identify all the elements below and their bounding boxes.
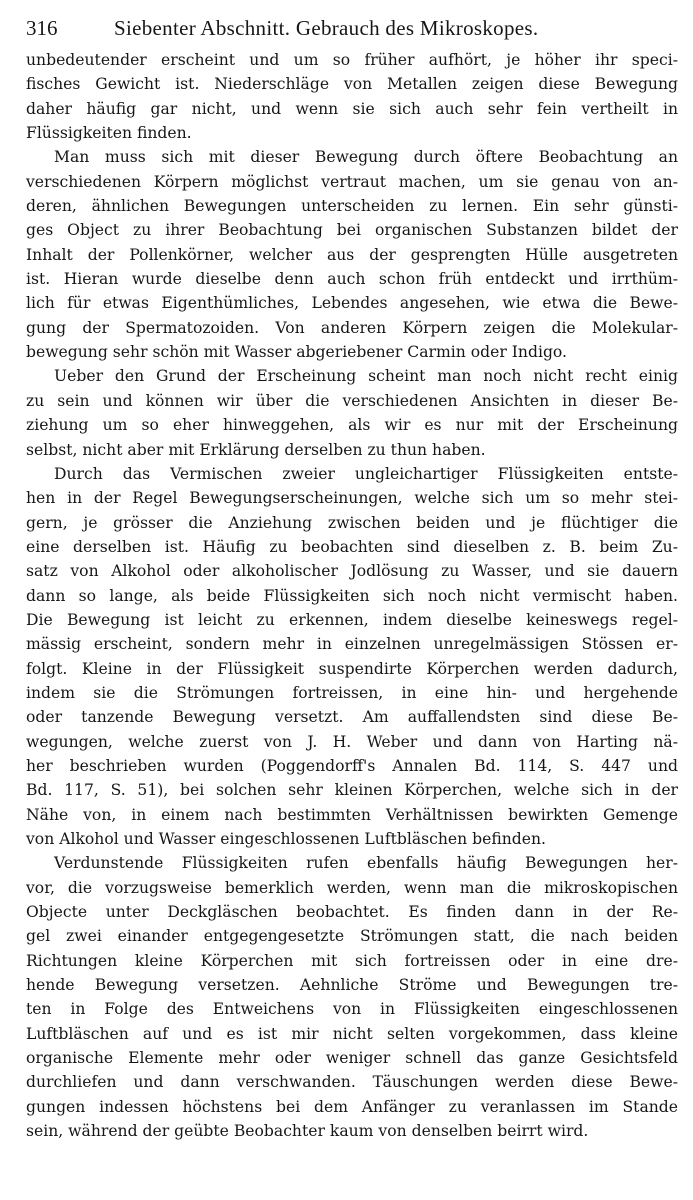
- text-line: hen in der Regel Bewegungserscheinungen, welche sich um so mehr stei-: [26, 489, 678, 508]
- text-line: Richtungen kleine Körperchen mit sich fortreissen oder in eine dre-: [26, 951, 678, 970]
- paragraph-2: [26, 145, 678, 364]
- page-header: [26, 8, 678, 48]
- running-title: Siebenter Abschnitt. Gebrauch des Mikroskopes.: [114, 16, 539, 40]
- text-line: wegungen, welche zuerst von J. H. Weber und dann von Harting nä-: [26, 732, 678, 751]
- text-line: deren, ähnlichen Bewegungen unterscheiden zu lernen. Ein sehr günsti-: [26, 197, 678, 216]
- text-line: bewegung sehr schön mit Wasser abgeriebener Carmin oder Indigo.: [26, 343, 567, 362]
- text-line: Inhalt der Pollenkörner, welcher aus der gesprengten Hülle ausgetreten: [26, 245, 678, 264]
- text-line: Flüssigkeiten finden.: [26, 124, 192, 143]
- paragraph-5: [26, 851, 678, 1143]
- text-line: unbedeutender erscheint und um so früher aufhört, je höher ihr speci-: [26, 51, 678, 69]
- text-line: gung der Spermatozoiden. Von anderen Körpern zeigen die Molekular-: [26, 318, 678, 337]
- text-line: fisches Gewicht ist. Niederschläge von Metallen zeigen diese Bewegung: [26, 75, 678, 94]
- text-line: gel zwei einander entgegengesetzte Strömungen statt, die nach beiden: [26, 927, 678, 946]
- text-line: indem sie die Strömungen fortreissen, in eine hin- und hergehende: [26, 683, 678, 702]
- text-line: von Alkohol und Wasser eingeschlossenen Luftbläschen befinden.: [26, 830, 546, 848]
- text-line: hende Bewegung versetzen. Aehnliche Ströme und Bewegungen tre-: [26, 976, 678, 995]
- page-number: 316: [26, 16, 58, 40]
- text-line: selbst, nicht aber mit Erklärung derselben zu thun haben.: [26, 440, 486, 459]
- text-line: Bd. 117, S. 51), bei solchen sehr kleinen Körperchen, welche sich in der: [26, 781, 678, 800]
- text-line: Nähe von, in einem nach bestimmten Verhältnissen bewirkten Gemenge: [26, 805, 678, 824]
- book-page: [26, 8, 678, 1143]
- text-line: Durch das Vermischen zweier ungleichartiger Flüssigkeiten entste-: [54, 464, 678, 483]
- text-line: Die Bewegung ist leicht zu erkennen, indem dieselbe keineswegs regel-: [26, 610, 678, 629]
- text-line: gungen indessen höchstens bei dem Anfänger zu veranlassen im Stande: [26, 1097, 678, 1116]
- text-line: Verdunstende Flüssigkeiten rufen ebenfalls häufig Bewegungen her-: [54, 854, 678, 873]
- text-line: Man muss sich mit dieser Bewegung durch öftere Beobachtung an: [54, 148, 678, 167]
- text-line: ges Object zu ihrer Beobachtung bei organischen Substanzen bildet der: [26, 221, 678, 240]
- text-line: Luftbläschen auf und es ist mir nicht selten vorgekommen, dass kleine: [26, 1024, 678, 1043]
- text-line: durchliefen und dann verschwanden. Täuschungen werden diese Bewe-: [26, 1073, 678, 1092]
- text-line: zu sein und können wir über die verschiedenen Ansichten in dieser Be-: [26, 391, 678, 410]
- text-line: oder tanzende Bewegung versetzt. Am auffallendsten sind diese Be-: [26, 708, 678, 727]
- text-line: Objecte unter Deckgläschen beobachtet. Es finden dann in der Re-: [26, 903, 678, 922]
- text-line: lich für etwas Eigenthümliches, Lebendes angesehen, wie etwa die Bewe-: [26, 294, 678, 313]
- text-line: her beschrieben wurden (Poggendorff's Annalen Bd. 114, S. 447 und: [26, 756, 678, 775]
- paragraph-1: [26, 48, 678, 145]
- text-line: satz von Alkohol oder alkoholischer Jodlösung zu Wasser, und sie dauern: [26, 562, 678, 581]
- text-line: verschiedenen Körpern möglichst vertraut machen, um sie genau von an-: [26, 172, 678, 191]
- text-line: ist. Hieran wurde dieselbe denn auch schon früh entdeckt und irrthüm-: [26, 270, 678, 289]
- text-line: gern, je grösser die Anziehung zwischen beiden und je flüchtiger die: [26, 513, 678, 532]
- body-text: [26, 48, 678, 1143]
- text-line: dann so lange, als beide Flüssigkeiten sich noch nicht vermischt haben.: [26, 586, 678, 605]
- text-line: mässig erscheint, sondern mehr in einzelnen unregelmässigen Stössen er-: [26, 635, 678, 654]
- text-line: Ueber den Grund der Erscheinung scheint man noch nicht recht einig: [54, 367, 678, 386]
- text-line: daher häufig gar nicht, und wenn sie sich auch sehr fein vertheilt in: [26, 99, 678, 118]
- text-line: organische Elemente mehr oder weniger schnell das ganze Gesichtsfeld: [26, 1049, 678, 1068]
- text-line: ten in Folge des Entweichens von in Flüssigkeiten eingeschlossenen: [26, 1000, 678, 1019]
- text-line: sein, während der geübte Beobachter kaum von denselben beirrt wird.: [26, 1122, 589, 1141]
- text-line: folgt. Kleine in der Flüssigkeit suspendirte Körperchen werden dadurch,: [26, 659, 678, 678]
- text-line: vor, die vorzugsweise bemerklich werden, wenn man die mikroskopischen: [26, 878, 678, 897]
- text-line: eine derselben ist. Häufig zu beobachten sind dieselben z. B. beim Zu-: [26, 537, 678, 556]
- text-line: ziehung um so eher hinweggehen, als wir es nur mit der Erscheinung: [26, 416, 678, 435]
- paragraph-3: [26, 364, 678, 461]
- paragraph-4: [26, 462, 678, 852]
